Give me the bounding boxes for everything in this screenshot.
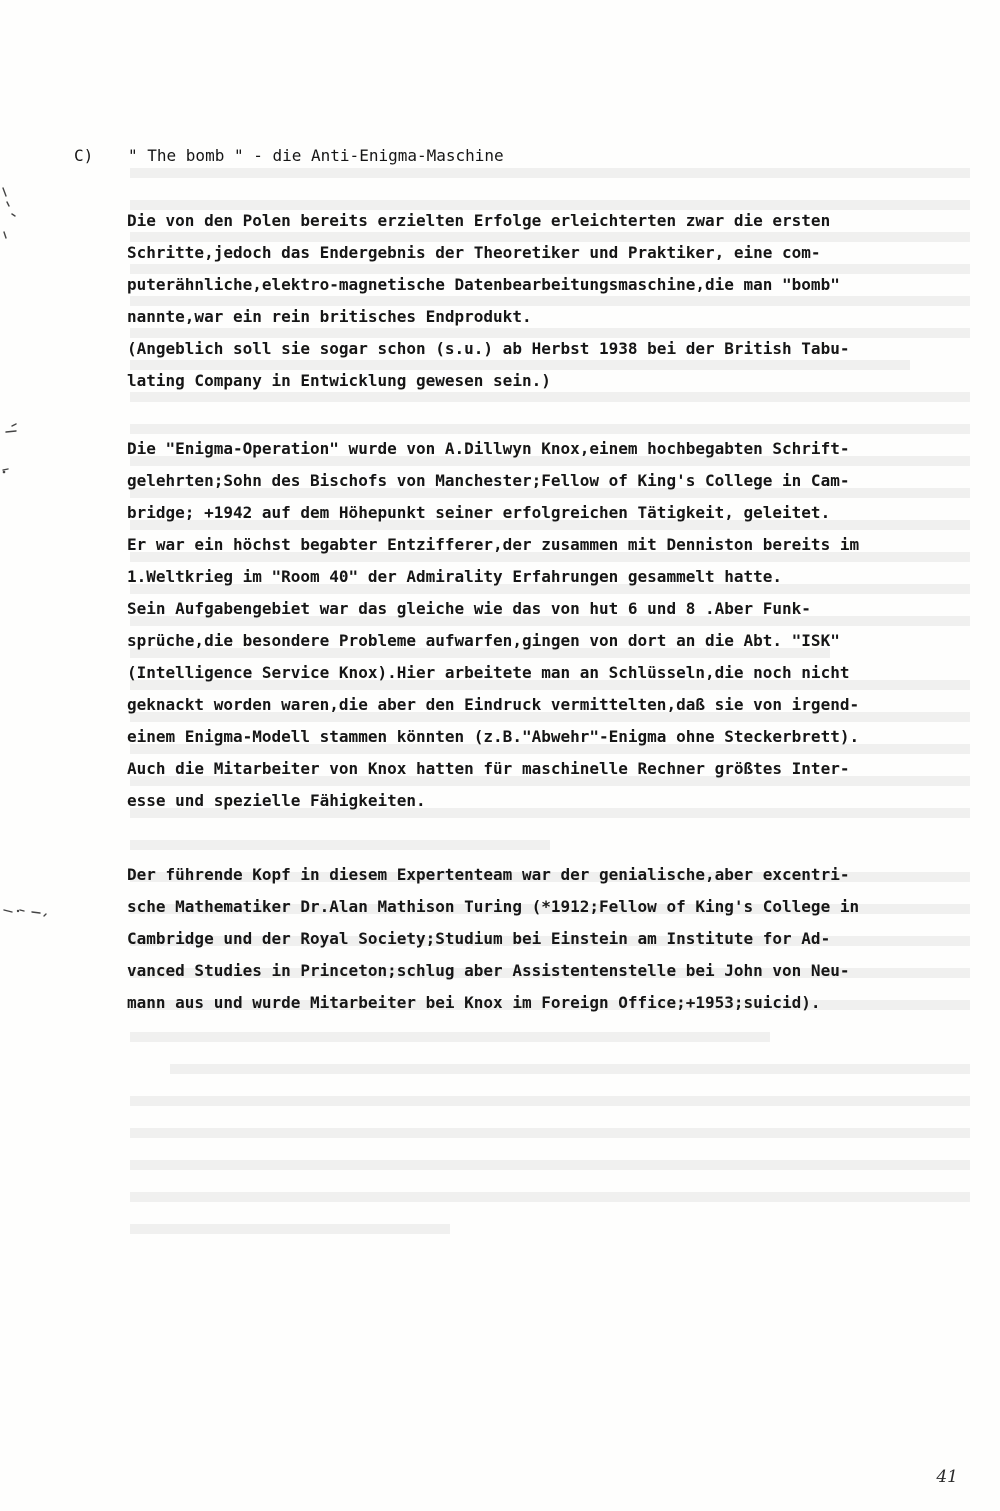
text-line: sche Mathematiker Dr.Alan Mathison Turing (*1912;Fellow of King's College in [127,897,860,916]
text-line: mann aus und wurde Mitarbeiter bei Knox im Foreign Office;+1953;suicid). [127,993,821,1012]
paragraph-2 [127,433,967,817]
text-line: Schritte,jedoch das Endergebnis der Theoretiker und Praktiker, eine com- [127,243,821,262]
text-line: sprüche,die besondere Probleme aufwarfen,gingen von dort an die Abt. "ISK" [127,631,840,650]
text-line: bridge; +1942 auf dem Höhepunkt seiner erfolgreichen Tätigkeit, geleitet. [127,503,831,522]
text-line: nannte,war ein rein britisches Endprodukt. [127,307,532,326]
text-line: einem Enigma-Modell stammen könnten (z.B."Abwehr"-Enigma ohne Steckerbrett). [127,727,860,746]
text-line: geknackt worden waren,die aber den Eindruck vermittelten,daß sie von irgend- [127,695,860,714]
page-number: 41 [936,1467,958,1487]
text-line: esse und spezielle Fähigkeiten. [127,791,426,810]
section-letter: C) [74,146,94,165]
text-line: gelehrten;Sohn des Bischofs von Manchester;Fellow of King's College in Cam- [127,471,850,490]
paragraph-3 [127,859,967,1019]
text-line: Die von den Polen bereits erzielten Erfolge erleichterten zwar die ersten [127,211,831,230]
text-line: (Intelligence Service Knox).Hier arbeitete man an Schlüsseln,die noch nicht [127,663,850,682]
margin-binding-marks [0,0,60,1511]
section-title: " The bomb " - die Anti-Enigma-Maschine [128,146,504,165]
text-line: lating Company in Entwicklung gewesen sein.) [127,371,551,390]
text-line: Er war ein höchst begabter Entzifferer,der zusammen mit Denniston bereits im [127,535,860,554]
text-line: vanced Studies in Princeton;schlug aber Assistentenstelle bei John von Neu- [127,961,850,980]
text-line: Die "Enigma-Operation" wurde von A.Dillwyn Knox,einem hochbegabten Schrift- [127,439,850,458]
text-line: Sein Aufgabengebiet war das gleiche wie das von hut 6 und 8 .Aber Funk- [127,599,811,618]
text-line: puterähnliche,elektro-magnetische Datenbearbeitungsmaschine,die man "bomb" [127,275,840,294]
text-line: Auch die Mitarbeiter von Knox hatten für maschinelle Rechner größtes Inter- [127,759,850,778]
text-line: Der führende Kopf in diesem Expertenteam war der genialische,aber excentri- [127,865,850,884]
section-heading [74,143,934,169]
text-line: Cambridge und der Royal Society;Studium bei Einstein am Institute for Ad- [127,929,831,948]
text-line: 1.Weltkrieg im "Room 40" der Admirality Erfahrungen gesammelt hatte. [127,567,783,586]
paragraph-1 [127,205,967,397]
text-line: (Angeblich soll sie sogar schon (s.u.) ab Herbst 1938 bei der British Tabu- [127,339,850,358]
